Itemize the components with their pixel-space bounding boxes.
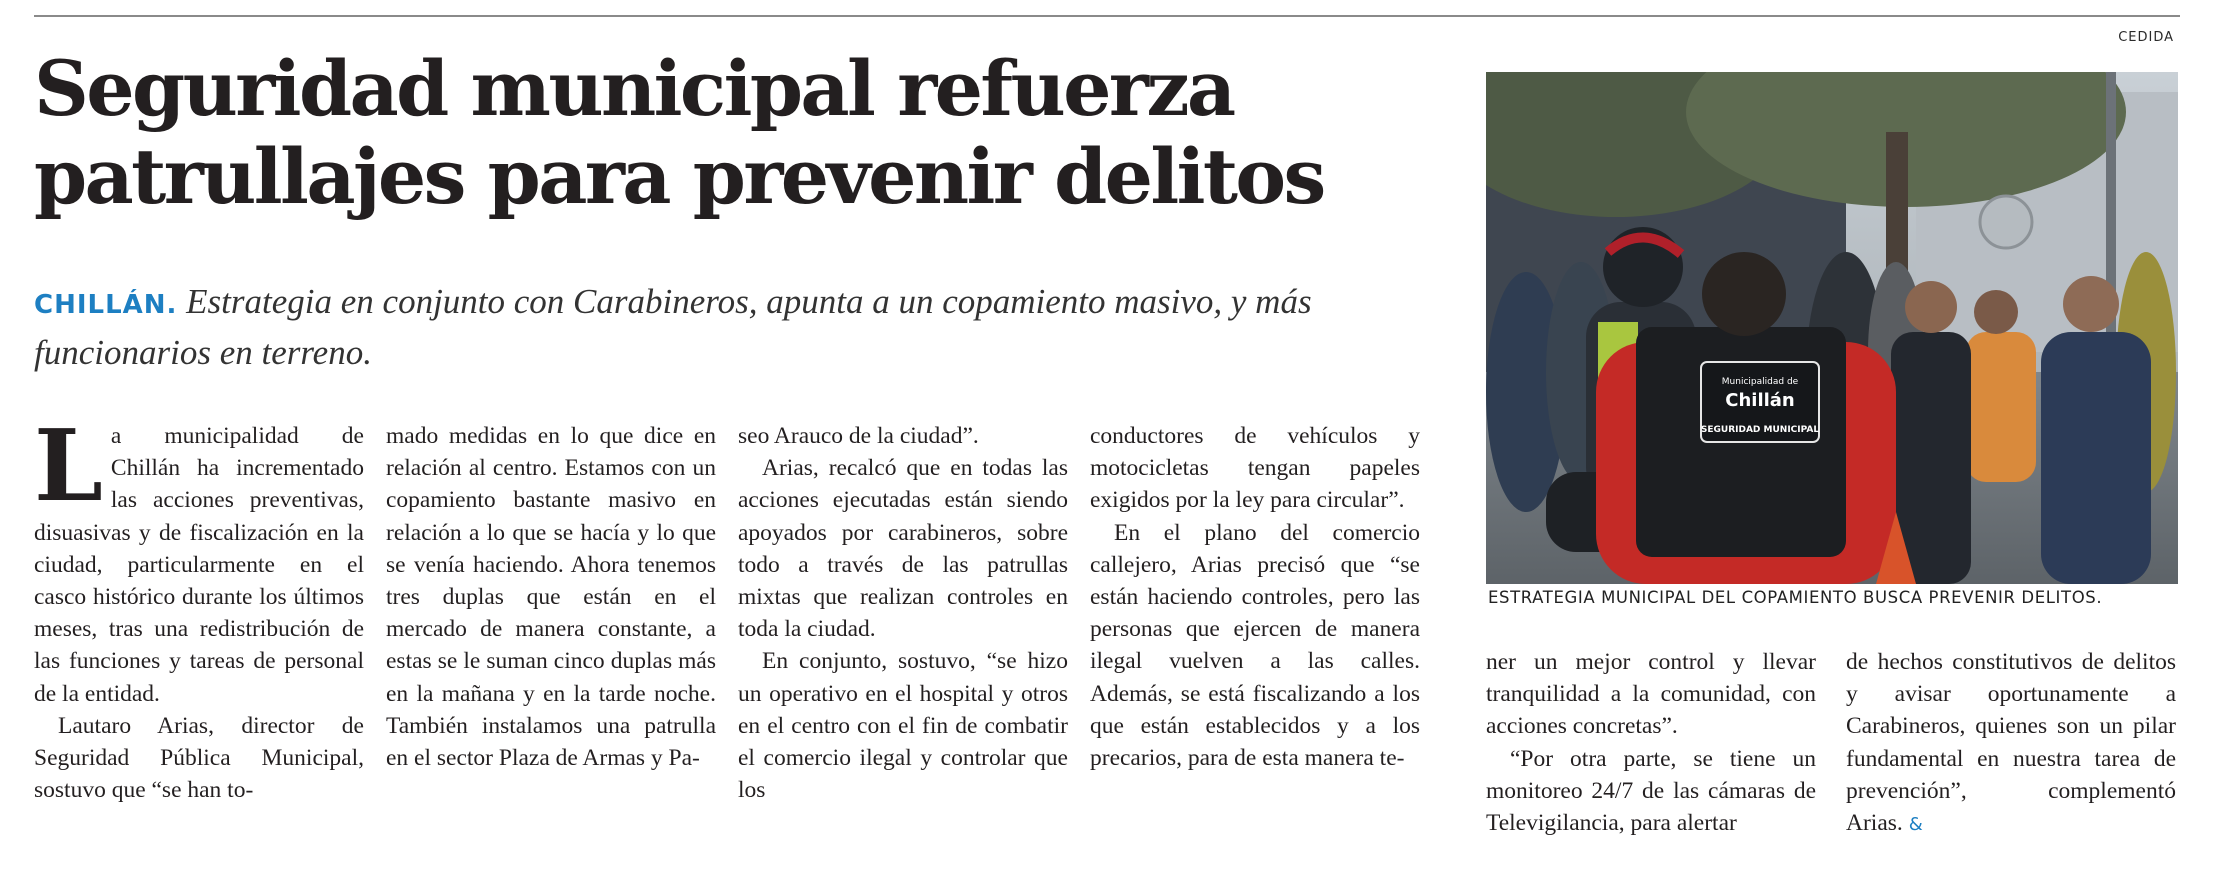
headline-line-1: Seguridad municipal refuerza: [34, 44, 1234, 133]
col1-paragraph-2: Lautaro Arias, director de Seguridad Pública Municipal, sostuvo que “se han to-: [34, 712, 364, 804]
article-column-5: [1486, 646, 1816, 839]
article-column-4: [1090, 420, 1420, 774]
photo-vest-text-brand: Chillán: [1725, 390, 1795, 411]
article-column-6: [1846, 646, 2176, 841]
col2-paragraph-1: mado medidas en lo que dice en relación al centro. Estamos con un copamiento bastante masivo en relación a lo que se hacía y lo que se venía haciendo. Ahora tenemos tres duplas que están en el mercado de manera constante, a estas se le suman cinco duplas más en la mañana y en la tarde noche. También instalamos una patrulla en el sector Plaza de Armas y Pa-: [386, 423, 716, 772]
photo-credit: CEDIDA: [2118, 30, 2174, 45]
photo-person-orange-head: [1974, 290, 2018, 334]
col3-paragraph-3: En conjunto, sostuvo, “se hizo un operativo en el hospital y otros en el centro con el fin de combatir el comercio ilegal y controlar que los: [738, 648, 1068, 804]
end-mark-icon: &: [1908, 814, 1923, 836]
deck-place: CHILLÁN.: [34, 290, 178, 320]
article-column-3: [738, 420, 1068, 806]
photo-person-blue-jacket: [2041, 332, 2151, 584]
photo-vest-text-bottom: SEGURIDAD MUNICIPAL: [1700, 425, 1820, 435]
deck-text: Estrategia en conjunto con Carabineros, apunta a un copamiento masivo, y más funcionarios en terreno.: [34, 282, 1312, 372]
col4-paragraph-1: conductores de vehículos y motocicletas tengan papeles exigidos por la ley para circular”.: [1090, 423, 1420, 514]
col6-paragraph-1: [1846, 646, 2176, 841]
photo-person-suit-head: [1905, 281, 1957, 333]
col4-paragraph-2: En el plano del comercio callejero, Arias precisó que “se están haciendo controles, pero las personas que ejercen de manera ilegal vuelven a las calles. Además, se está fiscalizando a los que están establecidos y a los precarios, para de esta manera te-: [1090, 519, 1420, 772]
photo-guard-head: [1702, 252, 1786, 336]
col6-paragraph-1-text: de hechos constitutivos de delitos y avisar oportunamente a Carabineros, quienes son un pilar fundamental en nuestra tarea de prevención”, complementó Arias.: [1846, 649, 2176, 837]
top-rule: [34, 15, 2180, 17]
photo-person-orange-vest: [1966, 332, 2036, 482]
photo-vest-text-top: Municipalidad de: [1721, 377, 1799, 387]
news-photo: [1486, 72, 2178, 584]
col5-paragraph-1: ner un mejor control y llevar tranquilidad a la comunidad, con acciones concretas”.: [1486, 649, 1816, 740]
article-column-1: [34, 409, 364, 806]
deck: [34, 278, 1454, 377]
photo-caption: ESTRATEGIA MUNICIPAL DEL COPAMIENTO BUSCA PREVENIR DELITOS.: [1488, 588, 2103, 607]
headline: [34, 45, 1454, 221]
photo-sign: [1980, 196, 2032, 248]
article-column-2: [386, 420, 716, 774]
col3-paragraph-2: Arias, recalcó que en todas las acciones ejecutadas están siendo apoyados por carabineros, sobre todo a través de las patrullas mixtas que realizan controles en toda la ciudad.: [738, 455, 1068, 643]
col1-paragraph-1: a municipalidad de Chillán ha incrementado las acciones preventivas, disuasivas y de fiscalización en la ciudad, particularmente en el casco histórico durante los últimos meses, tras una redistribución de las funciones y tareas de personal de la entidad.: [34, 423, 364, 707]
headline-line-2: patrullajes para prevenir delitos: [34, 132, 1324, 221]
drop-cap: L: [34, 409, 103, 524]
col3-paragraph-1: seo Arauco de la ciudad”.: [738, 423, 979, 449]
photo-illustration: [1486, 72, 2178, 584]
photo-person-blue-head: [2063, 276, 2119, 332]
col5-paragraph-2: “Por otra parte, se tiene un monitoreo 24/7 de las cámaras de Televigilancia, para alertar: [1486, 745, 1816, 837]
